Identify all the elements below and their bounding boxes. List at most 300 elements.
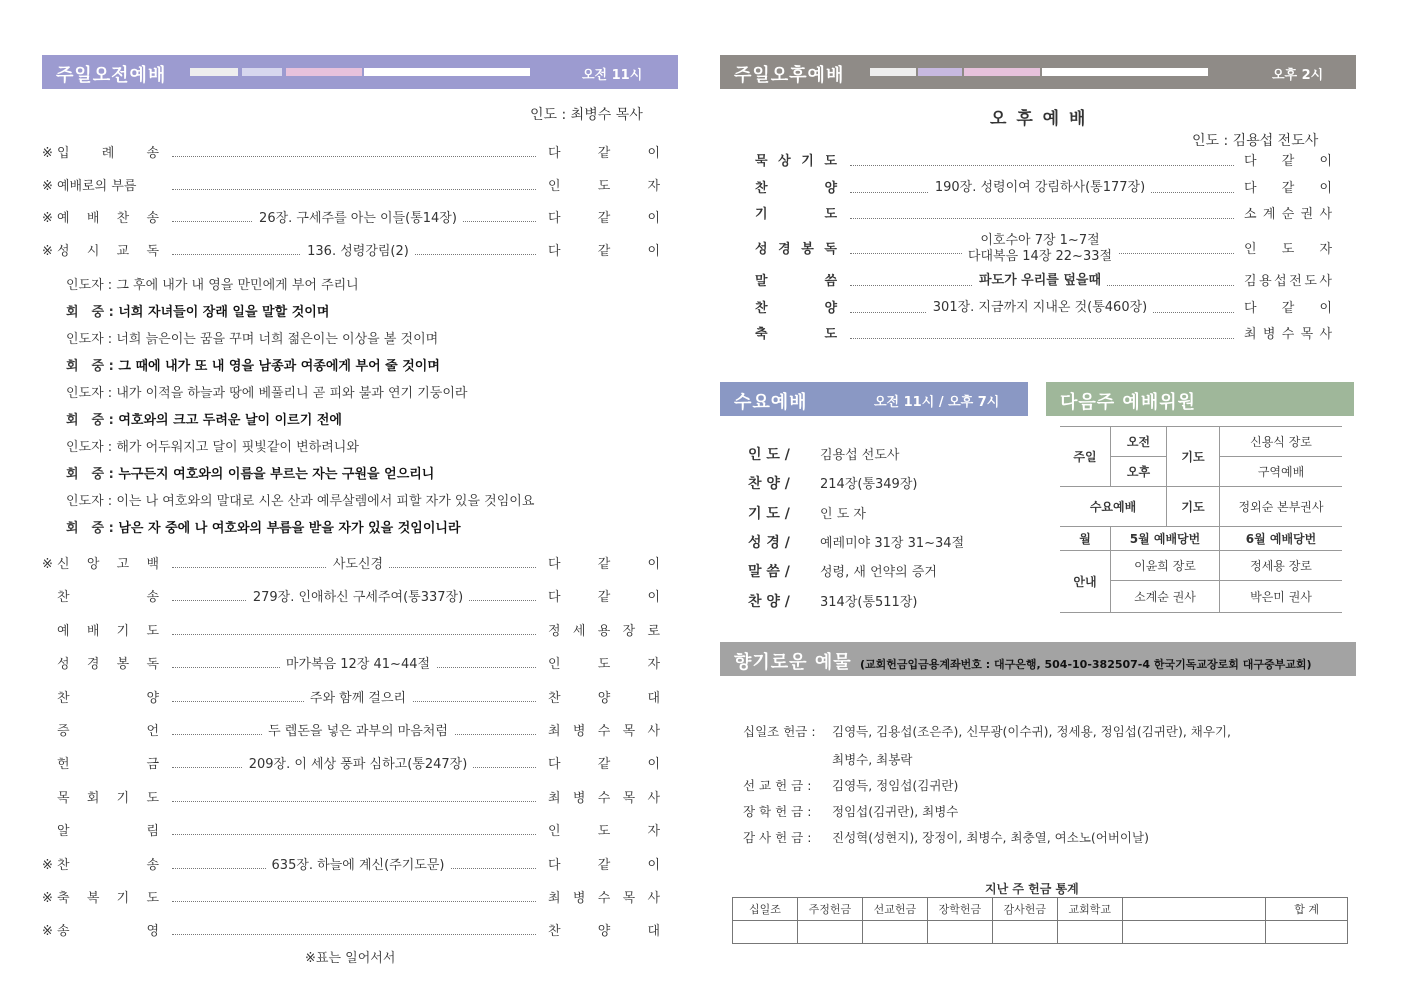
stats-value-cell [862, 921, 927, 944]
order-person-char: 수 [597, 724, 611, 739]
order-label [57, 890, 159, 908]
responsive-text: 남은 자 중에 나 여호와의 부름을 받을 자가 있을 것임이니라 [118, 521, 461, 536]
stats-value-cell [992, 921, 1057, 944]
order-label-char: 신 [57, 557, 70, 572]
order-person-char: 목 [622, 724, 636, 739]
pm-order-person-char: 다 [1244, 154, 1257, 169]
order-person-char: 사 [647, 790, 660, 806]
cell-prayer: 기도 [1167, 427, 1220, 487]
order-person-char: 다 [548, 557, 561, 572]
responsive-role: 인도자 : [66, 440, 117, 455]
responsive-text: 그 때에 내가 또 내 영을 남종과 여종에게 부어 줄 것이며 [118, 359, 440, 374]
order-person-char: 같 [597, 243, 611, 259]
responsive-role: 인도자 : [66, 332, 117, 347]
pm-order-row [0, 206, 1400, 224]
order-person-char: 이 [647, 211, 660, 226]
cell-am: 오전 [1111, 427, 1167, 457]
stats-header-cell: 감사헌금 [992, 898, 1057, 921]
pm-order-person-char: 사 [1319, 327, 1332, 342]
pm-order-content [880, 233, 1200, 265]
order-person-char: 이 [647, 243, 660, 259]
pm-order-content-line: 이호수아 7장 1~7절 [974, 233, 1105, 248]
pm-order-person-char: 사 [1319, 274, 1332, 289]
order-person-char: 병 [572, 724, 586, 739]
afternoon-leader: 인도 : 김용섭 전도사 [1192, 133, 1319, 149]
pm-order-label-char: 씀 [824, 274, 837, 289]
pm-order-label-char: 성 [755, 242, 768, 257]
standing-mark: ※ [42, 178, 53, 194]
order-label-char: 축 [57, 891, 70, 906]
cell-wed-person: 정외순 본부권사 [1220, 487, 1343, 527]
standing-mark: ※ [42, 891, 53, 906]
pm-order-person-char: 병 [1262, 327, 1276, 342]
offering-names: 진성혁(성현지), 장정이, 최병수, 최충열, 여소노(어버이날) [832, 830, 1149, 845]
order-person [548, 790, 660, 808]
order-person-char: 도 [597, 178, 611, 194]
pm-order-person-char: 도 [1304, 274, 1317, 289]
offering-label: 장 학 헌 금 : [743, 804, 812, 819]
offering-label: 선 교 헌 금 : [743, 778, 812, 793]
responsive-text: 여호와의 크고 두려운 날이 이르기 전에 [118, 413, 342, 428]
cell-guide: 안내 [1060, 551, 1111, 613]
wed-value: 인 도 자 [820, 506, 866, 522]
wed-label: 말 씀 / [748, 564, 790, 581]
afternoon-title: 주일오후예배 [734, 65, 845, 86]
pm-order-label-char: 말 [755, 274, 768, 289]
pm-order-row [0, 273, 1400, 291]
order-content: 136. 성령강림(2) [200, 243, 516, 261]
offering-label: 감 사 헌 금 : [743, 830, 812, 845]
pm-order-person-char: 계 [1262, 207, 1276, 222]
order-person-char: 찬 [548, 690, 561, 706]
pm-order-label [755, 206, 837, 224]
responsive-role: 회 중 : [66, 521, 119, 536]
offering-account: (교회헌금입금용계좌번호 : 대구은행, 504-10-382507-4 한국기독교장로회 대구중부교회) [860, 658, 1312, 671]
order-row [0, 556, 700, 574]
order-label-char: 고 [116, 557, 130, 572]
pm-order-label-char: 도 [824, 207, 837, 222]
pm-order-label [755, 180, 837, 198]
order-label-char: 독 [146, 657, 159, 673]
order-row [0, 589, 700, 607]
pm-order-label-char: 도 [824, 154, 837, 169]
order-row [0, 723, 700, 741]
order-person [548, 823, 660, 841]
pm-order-label [755, 153, 837, 171]
order-person-char: 최 [548, 724, 561, 739]
header-decor-bar [242, 68, 282, 76]
responsive-line [66, 466, 434, 484]
leader-dots [172, 934, 536, 935]
order-person [548, 890, 660, 908]
wed-value: 314장(통511장) [820, 594, 918, 610]
responsive-text: 너희 늙은이는 꿈을 꾸며 너희 젊은이는 이상을 볼 것이며 [116, 332, 439, 347]
order-person-char: 목 [622, 790, 636, 806]
order-label-char: 기 [116, 790, 130, 806]
morning-leader: 인도 : 최병수 목사 [530, 107, 643, 123]
morning-header [42, 55, 678, 89]
pm-order-person [1244, 300, 1332, 318]
order-label-char: 봉 [116, 657, 130, 673]
order-label-char: 기 [116, 891, 130, 906]
order-person-char: 같 [597, 557, 611, 572]
wednesday-title: 수요예배 [734, 392, 808, 413]
standing-mark: ※ [42, 557, 53, 572]
order-label [57, 823, 159, 841]
offering-stats-table [732, 897, 1348, 944]
order-label-char: 도 [146, 790, 159, 806]
standing-mark: ※ [42, 857, 53, 873]
order-person-char: 인 [548, 657, 561, 673]
order-label-char: 송 [57, 924, 70, 940]
offering-names: 최병수, 최봉락 [832, 752, 913, 767]
pm-order-person-char: 인 [1244, 242, 1257, 257]
standing-mark: ※ [42, 924, 53, 940]
next-week-header [1046, 382, 1354, 416]
order-person-char: 같 [597, 590, 611, 606]
afternoon-time: 오후 2시 [1272, 68, 1324, 83]
order-person [548, 723, 660, 741]
pm-order-content [880, 180, 1200, 196]
order-label-char: 송 [146, 590, 159, 606]
cell-wed: 수요예배 [1060, 487, 1167, 527]
order-person-char: 도 [597, 657, 611, 673]
wednesday-time: 오전 11시 / 오후 7시 [874, 395, 1000, 410]
order-label-char: 금 [146, 757, 159, 773]
header-decor-bar [918, 68, 962, 76]
order-person-char: 자 [647, 657, 660, 673]
order-person-char: 찬 [548, 924, 561, 940]
order-person [548, 690, 660, 708]
pm-order-person-char: 수 [1281, 327, 1295, 342]
stats-value-cell [733, 921, 798, 944]
order-label-char: 영 [146, 924, 159, 940]
order-label-char: 찬 [57, 690, 70, 706]
next-week-title: 다음주 예배위원 [1060, 392, 1196, 413]
responsive-line [66, 385, 467, 403]
pm-order-label-char: 축 [755, 327, 768, 342]
order-person-char: 장 [622, 623, 636, 639]
pm-order-label [755, 273, 837, 291]
order-label-char: 교 [116, 243, 130, 259]
cell-sunday: 주일 [1060, 427, 1111, 487]
responsive-line [66, 439, 359, 457]
order-label-char: 입 [57, 146, 70, 161]
stats-value-cell [1122, 921, 1266, 944]
order-row [0, 790, 700, 808]
next-week-table [1060, 426, 1342, 613]
order-label-char: 도 [146, 623, 159, 639]
pm-order-person-char: 이 [1319, 181, 1332, 196]
wed-label: 찬 양 / [748, 476, 790, 493]
order-person-char: 이 [647, 757, 660, 773]
pm-order-person [1244, 273, 1332, 291]
order-label-char: 배 [86, 623, 100, 639]
pm-order-person-char: 같 [1281, 301, 1295, 316]
pm-order-person-char: 이 [1319, 154, 1332, 169]
order-person-char: 최 [548, 790, 561, 806]
order-label-char: 찬 [116, 211, 130, 226]
order-label [57, 923, 159, 941]
pm-order-person-char: 자 [1319, 242, 1332, 257]
stats-value-cell [1057, 921, 1122, 944]
pm-order-label-char: 찬 [755, 181, 768, 196]
order-label-char: 기 [116, 623, 130, 639]
responsive-line [66, 493, 534, 511]
order-row [0, 857, 700, 875]
pm-order-person-char: 다 [1244, 301, 1257, 316]
order-content: 209장. 이 세상 풍파 심하고(통247장) [200, 756, 516, 774]
responsive-line [66, 520, 461, 538]
header-decor-bar [286, 68, 362, 76]
responsive-line [66, 358, 440, 376]
header-decor-bar [190, 68, 238, 76]
pm-order-content-line: 301장. 지금까지 지내온 것(통460장) [927, 300, 1153, 315]
wednesday-header [720, 382, 1028, 416]
order-person-char: 이 [647, 557, 660, 572]
pm-order-label [755, 326, 837, 344]
order-label-char: 림 [146, 824, 159, 840]
pm-order-content [880, 273, 1200, 289]
pm-order-person-char: 전 [1289, 274, 1302, 289]
stats-value-cell [797, 921, 862, 944]
stats-value-cell [1266, 921, 1348, 944]
standing-mark: ※ [42, 146, 53, 161]
order-person-char: 로 [647, 623, 660, 639]
order-label-char: 시 [86, 243, 100, 259]
pm-order-row [0, 326, 1400, 344]
cell-may1: 이윤희 장로 [1111, 551, 1220, 581]
stats-header-cell: 합 계 [1266, 898, 1348, 921]
pm-order-label [755, 241, 837, 259]
order-person-char: 이 [647, 857, 660, 873]
order-label-char: 앙 [86, 557, 100, 572]
responsive-line [66, 412, 342, 430]
order-person-char: 인 [548, 178, 561, 194]
order-label-char: 찬 [57, 857, 70, 873]
pm-order-person-char: 이 [1319, 301, 1332, 316]
order-person-char: 같 [597, 146, 611, 161]
order-label-char: 예 [57, 623, 70, 639]
pm-order-label-char: 봉 [801, 242, 814, 257]
order-label-char: 성 [57, 243, 70, 259]
order-person-char: 같 [597, 757, 611, 773]
order-label-char: 성 [57, 657, 70, 673]
pm-order-person-char: 최 [1244, 327, 1257, 342]
leader-dots [850, 165, 1234, 166]
order-label-char: 송 [146, 857, 159, 873]
pm-order-person-char: 소 [1244, 207, 1257, 222]
order-label-char: 찬 [57, 590, 70, 606]
pm-order-person-char: 권 [1300, 207, 1314, 222]
afternoon-header [720, 55, 1356, 89]
order-label-char: 회 [86, 790, 100, 806]
stats-header-cell: 주정헌금 [797, 898, 862, 921]
wed-label: 찬 양 / [748, 593, 790, 610]
pm-order-person-char: 같 [1281, 154, 1295, 169]
order-row [0, 923, 700, 941]
offering-names: 김영득, 정임섭(김귀란) [832, 778, 959, 793]
pm-order-row [0, 153, 1400, 171]
pm-order-person [1244, 206, 1332, 224]
pm-order-label [755, 300, 837, 318]
order-label-char: 독 [146, 243, 159, 259]
cell-pm: 오후 [1111, 457, 1167, 487]
standing-footnote: ※표는 일어서서 [305, 951, 396, 966]
pm-order-person [1244, 326, 1332, 344]
cell-june1: 정세용 장로 [1220, 551, 1343, 581]
order-person [548, 623, 660, 641]
order-label [57, 857, 159, 875]
leader-dots [850, 218, 1234, 219]
pm-order-person [1244, 241, 1332, 259]
order-content: 마가복음 12장 41~44절 [200, 656, 516, 674]
pm-order-label-char: 묵 [755, 154, 768, 169]
pm-order-row [0, 300, 1400, 318]
order-person-char: 같 [597, 211, 611, 226]
pm-order-label-char: 독 [824, 242, 837, 257]
pm-order-row [0, 180, 1400, 198]
stats-header-cell: 선교헌금 [862, 898, 927, 921]
order-person-char: 다 [548, 211, 561, 226]
order-person-char: 다 [548, 146, 561, 161]
order-person-char: 이 [647, 146, 660, 161]
order-person-char: 병 [572, 891, 586, 906]
cell-june2: 박은미 권사 [1220, 581, 1343, 613]
responsive-text: 이는 나 여호와의 말대로 시온 산과 예루살렘에서 피할 자가 있을 것임이요 [116, 494, 535, 509]
order-label-char: 예 [57, 211, 70, 226]
order-row [0, 756, 700, 774]
pm-order-label-char: 기 [801, 154, 814, 169]
order-person [548, 756, 660, 774]
order-label-char: 목 [57, 790, 70, 806]
pm-order-label-char: 양 [824, 181, 837, 196]
order-label-char: 언 [146, 724, 159, 739]
pm-order-label-char: 도 [824, 327, 837, 342]
afternoon-subtitle: 오 후 예 배 [990, 109, 1088, 129]
pm-order-label-char: 기 [755, 207, 768, 222]
order-person-char: 정 [548, 623, 561, 639]
pm-order-person-char: 순 [1281, 207, 1295, 222]
pm-order-content-line: 파도가 우리를 덮을때 [973, 273, 1107, 288]
pm-order-label-char: 찬 [755, 301, 768, 316]
order-content: 279장. 인애하신 구세주여(통337장) [200, 589, 516, 607]
order-person-char: 이 [647, 590, 660, 606]
order-person-char: 인 [548, 824, 561, 840]
order-label [57, 589, 159, 607]
pm-order-person-char: 같 [1281, 181, 1295, 196]
stats-title: 지난 주 헌금 통계 [985, 882, 1079, 896]
order-content: 주와 함께 걸으리 [200, 690, 516, 708]
order-person-char: 수 [597, 790, 611, 806]
leader-dots [172, 834, 536, 835]
wed-label: 인 도 / [748, 447, 790, 463]
order-person [548, 556, 660, 574]
pm-order-person-char: 다 [1244, 181, 1257, 196]
responsive-role: 회 중 : [66, 413, 119, 428]
header-decor-bar [870, 68, 916, 76]
order-label-char: 배 [86, 211, 100, 226]
order-label [57, 723, 159, 741]
order-row [0, 656, 700, 674]
offering-names: 정임섭(김귀란), 최병수 [832, 804, 959, 819]
leader-dots [172, 901, 536, 902]
cell-june: 6월 예배당번 [1220, 527, 1343, 551]
wed-label: 성 경 / [748, 534, 790, 551]
order-label-char: 복 [86, 891, 100, 906]
order-label-char: 경 [86, 657, 100, 673]
order-person-char: 양 [597, 924, 611, 940]
wed-value: 214장(통349장) [820, 477, 918, 493]
order-person-char: 자 [647, 178, 660, 194]
order-label [57, 623, 159, 641]
order-row [0, 890, 700, 908]
order-person [548, 923, 660, 941]
wed-value: 예레미야 31장 31~34절 [820, 535, 965, 551]
order-person-char: 사 [647, 891, 660, 906]
order-label-char: 알 [57, 824, 70, 840]
leader-dots [850, 338, 1234, 339]
stats-value-cell [927, 921, 992, 944]
cell-am-person: 신용식 장로 [1220, 427, 1343, 457]
stats-header-cell: 교회학교 [1057, 898, 1122, 921]
order-content: 26장. 구세주를 아는 이들(통14장) [200, 210, 516, 228]
order-label [57, 756, 159, 774]
order-label-char: 헌 [57, 757, 70, 773]
responsive-text: 너희 자녀들이 장래 일을 말할 것이며 [118, 305, 330, 320]
responsive-text: 누구든지 여호와의 이름을 부르는 자는 구원을 얻으리니 [118, 467, 435, 482]
cell-may: 5월 예배당번 [1111, 527, 1220, 551]
cell-pm-person: 구역예배 [1220, 457, 1343, 487]
order-person-char: 대 [647, 690, 660, 706]
stats-header-cell: 십일조 [733, 898, 798, 921]
order-label [57, 690, 159, 708]
order-person-char: 사 [647, 724, 660, 739]
order-person-char: 양 [597, 690, 611, 706]
cell-may2: 소계순 권사 [1111, 581, 1220, 613]
pm-order-person [1244, 153, 1332, 171]
order-label [57, 790, 159, 808]
order-label [57, 656, 159, 674]
order-label: 예배로의 부름 [57, 178, 137, 194]
order-person-char: 자 [647, 824, 660, 840]
order-label-char: 송 [146, 146, 159, 161]
leader-dots [172, 801, 536, 802]
cell-wed-prayer: 기도 [1167, 487, 1220, 527]
order-person-char: 세 [572, 623, 586, 639]
order-content: 사도신경 [200, 556, 516, 574]
order-person [548, 589, 660, 607]
offering-title: 향기로운 예물 [734, 652, 852, 673]
order-person [548, 857, 660, 875]
pm-order-label-char: 경 [778, 242, 791, 257]
pm-order-person-char: 김 [1244, 274, 1257, 289]
order-person-char: 다 [548, 757, 561, 773]
header-decor-bar [364, 68, 530, 76]
responsive-role: 인도자 : [66, 278, 117, 293]
order-label-char: 양 [146, 690, 159, 706]
responsive-text: 내가 이적을 하늘과 땅에 베풀리니 곧 피와 불과 연기 기둥이라 [116, 386, 468, 401]
pm-order-person-char: 섭 [1274, 274, 1287, 289]
wed-value: 김용섭 선도사 [820, 448, 900, 463]
stats-header-cell: 장학헌금 [927, 898, 992, 921]
standing-mark: ※ [42, 243, 53, 259]
order-content: 635장. 하늘에 계신(주기도문) [200, 857, 516, 875]
pm-order-content-line: 다대복음 14장 22~33절 [962, 249, 1118, 264]
responsive-role: 회 중 : [66, 305, 119, 320]
cell-month: 월 [1060, 527, 1111, 551]
pm-order-person [1244, 180, 1332, 198]
